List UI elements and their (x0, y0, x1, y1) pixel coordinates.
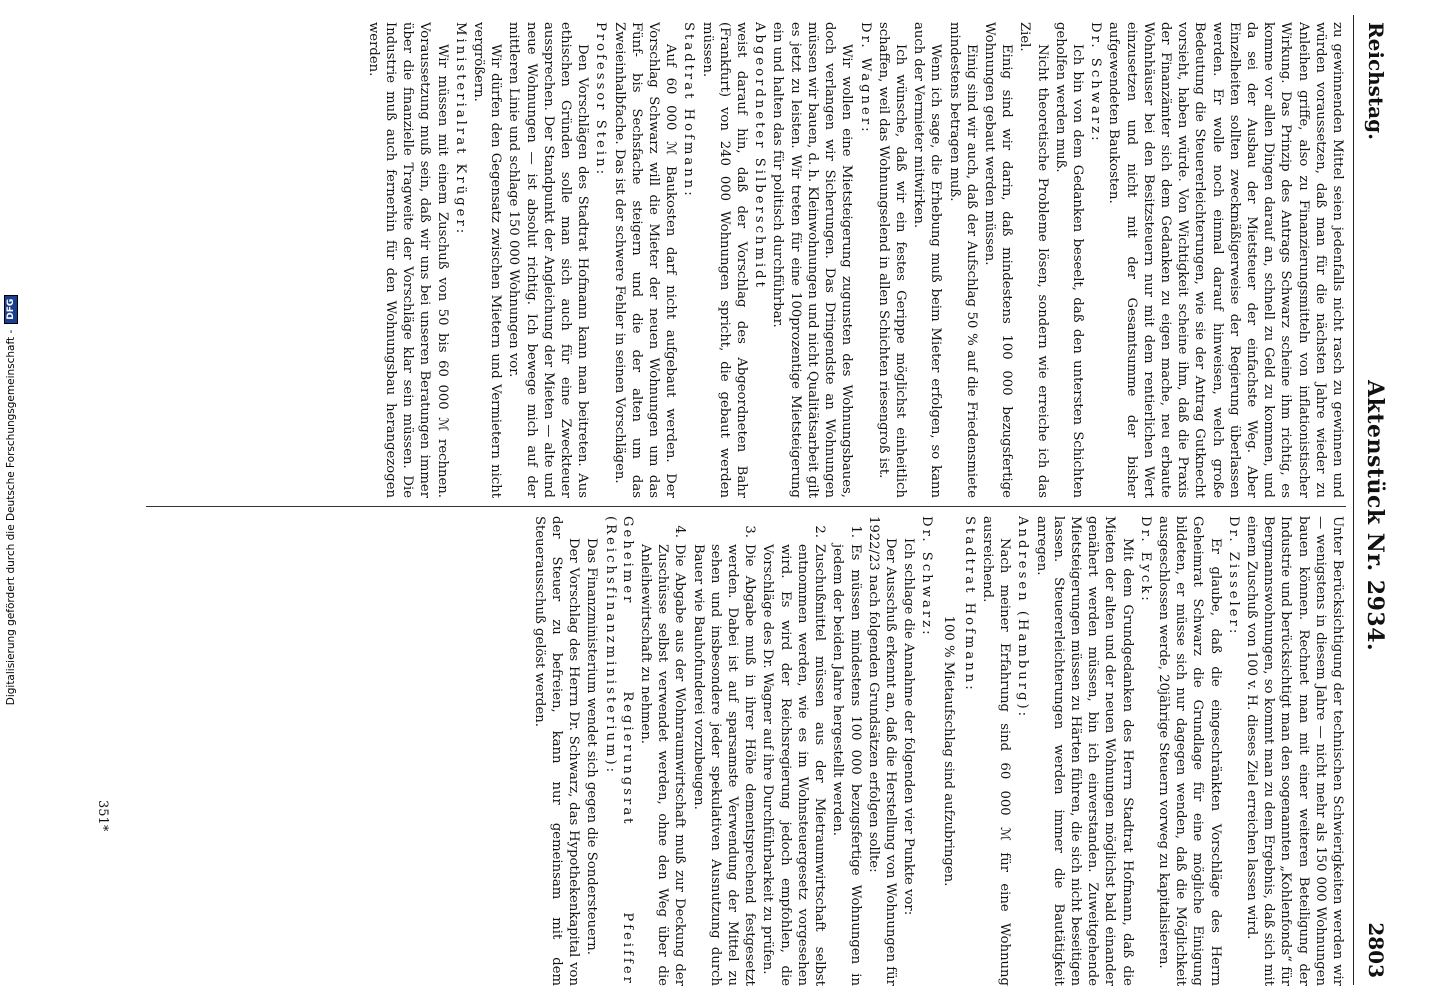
paragraph: Unter Berücksichtigung der technischen Schwierigkeiten werden wir — wenigstens in diesem Jahre — nicht mehr als 150 000 Wohnungen bauen können. Rechnet man mit einer weiteren Beteiligung der Industrie und berücksichtigt man den sogenannten „Kohlenfonds“ für Bergmannswohnungen, so kommt man zu dem Ergebnis, daß sich mit einem Zuschuß von 100 v. H. dieses Ziel erreichen lassen wird. (1243, 516, 1345, 986)
paragraph: Wir wollen eine Mietsteigerung zugunsten des Wohnungsbaues, doch verlangen wir Sicherungen. Das Dringendste an Wohnungen müssen wir bauen, d. h. Kleinwohnungen und nicht Qualitätsarbeit gilt es jetzt zu leisten. Wir treten für eine 100prozentige Mietsteigerung ein und halten das für politisch durchführbar. (770, 22, 855, 498)
speaker-name: Stadtrat Hofmann: (681, 22, 697, 199)
list-number: 1. (847, 525, 863, 538)
speaker-name: Ministerialrat Krüger: (452, 22, 468, 237)
list-number: 4. (672, 525, 688, 538)
speaker-name: Geheimer Regierungsrat Pfeiffer (Reichsfinanzministerium): (602, 516, 635, 986)
column-divider (146, 506, 1346, 507)
list-text: Die Abgabe muß in ihrer Höhe dementsprechend festgesetzt werden. Dabei ist auf sparsamste Verwendung der Mittel zu sehen und insbesondere jeder spekulativen Ausnutzung durch Bauer wie Bauhofunderei vorzubeugen. (690, 544, 758, 986)
paragraph: Einig sind wir auch, daß der Aufschlag 50 % auf die Friedensmiete mindestens betragen muß. (946, 22, 979, 498)
numbered-list (637, 516, 864, 986)
list-text: Zuschußmittel müssen aus der Mietraumwirtschaft selbst entnommen werden, wie es im Wohnsteuergesetz vorgesehen wird. Es wird der Reichsregierung jedoch empfohlen, die Vorschläge des Dr. Wagner auf ihre Durchführbarkeit zu prüfen. (760, 544, 828, 986)
paragraph: Wir müssen mit einem Zuschuß von 50 bis 60 000 ℳ rechnen. Voraussetzung muß sein, daß wir uns bei unseren Beratungen immer über die finanzielle Tragweite der Vorschläge klar sein müssen. Die Industrie muß auch fernerhin für den Wohnungsbau herangezogen werden. (365, 22, 450, 498)
left-column (96, 22, 1346, 498)
list-item (637, 516, 689, 986)
speaker-name: Dr. Eyck: (1137, 516, 1153, 604)
header-left-title: Reichstag. (1364, 22, 1388, 141)
list-item (689, 516, 758, 986)
speaker-name: Dr. Schwarz: (1088, 22, 1104, 144)
paragraph: Mit dem Grundgedanken des Herrn Stadtrat Hofmann, daß die Mieten der alten und der neuen Wohnungen möglichst bald einander genähert werden müssen, bin ich einverstanden. Zuweitgehende Mietsteigerungen müssen zu Härten führen, die sich nicht beseitigen lassen. Steuererleichterungen werden immer die Bautätigkeit anregen. (1033, 516, 1135, 986)
paragraph: Er glaube, daß die eingeschränkten Vorschläge des Herrn Geheimrat Schwarz die Grundlage für eine mögliche Einigung bildeten, er müsse sich nur dagegen wenden, daß die Möglichkeit ausgeschlossen werde, 20jährige Steuern vorweg zu kapitalisieren. (1155, 516, 1223, 986)
paragraph: Nach meiner Erfahrung sind 60 000 ℳ für eine Wohnung ausreichend. (979, 516, 1013, 986)
list-text: Die Abgabe aus der Wohnraumwirtschaft muß zur Deckung der Zuschüsse selbst verwendet werden, ohne den Weg über die Anleihewirtschaft zu nehmen. (638, 544, 688, 986)
paragraph: zu gewinnenden Mittel seien jedenfalls nicht rasch zu gewinnen und würden voraussetzen, daß man für die nächsten Jahre wieder zu Anleihen griffe, also zu Finanzierungsmitteln von inflationistischer Wirkung. Das Prinzip des Antrags Schwarz scheine ihm richtig, es komme vor allen Dingen darauf an, schnell zu Geld zu kommen, und da sei der Ausbau der Mietsteuer der einfachste Weg. Aber Einzelheiten sollten zweckmäßigerweise der Regierung überlassen werden. Er wolle noch einmal darauf hinweisen, welch große Bedeutung die Steuererleichterungen, wie sie der Antrag Gutknecht vorsieht, haben würde. Von Wichtigkeit scheine ihm, daß die Praxis der Finanzämter sich dem Gedanken zu eigen mache, neu erbaute Wohnhäuser bei den Besitzsteuern nur mit dem rentierlichen Wert einzusetzen und nicht mit der Gesamtsumme der bisher aufgewendeten Baukosten. (1106, 22, 1345, 498)
speaker-name: Dr. Schwarz: (919, 516, 935, 638)
paragraph: Der Vorschlag des Herrn Dr. Schwarz, das Hypothekenkapital von der Steuer zu befreien, kann nur gemeinsam mit dem Steuerausschuß gelöst werden. (531, 516, 582, 986)
paragraph: Auf 60 000 ℳ Baukosten darf nicht aufgebaut werden. Der Vorschlag Schwarz will die Mieter der neuen Wohnungen um das Fünf- bis Sechsfache steigern und die der alten um das Zweieinhalbfache. Das ist der schwere Fehler in seinen Vorschlägen. (611, 22, 679, 498)
list-item (829, 516, 863, 986)
page-header (1360, 0, 1400, 1000)
speaker-name: Andresen (Hamburg): (1015, 516, 1031, 720)
list-number: 2. (812, 525, 828, 538)
paragraph: Ich bin von dem Gedanken beseelt, daß den untersten Schichten geholfen werden muß. (1052, 22, 1085, 498)
header-document-number: Aktenstück Nr. 2934. (1362, 380, 1388, 652)
paragraph: weist darauf hin, daß der Vorschlag des Abgeordneten Bahr (Frankfurt) von 240 000 Wohnungen spricht, die gebaut werden müssen. (699, 22, 750, 498)
page-number: 2803 (1364, 922, 1388, 978)
side-credit-strip (0, 0, 22, 1000)
speaker-name: Abgeordneter Silberschmidt (752, 22, 768, 290)
speaker-name: Stadtrat Hofmann: (961, 516, 977, 693)
list-number: 3. (742, 525, 758, 538)
digitization-credit (0, 0, 22, 1000)
credit-text: Digitalisierung gefördert durch die Deutsche Forschungsgemeinschaft - (5, 329, 17, 706)
paragraph: Ich wünsche, daß wir ein festes Gerippe möglichst einheitlich schaffen, weil das Wohnungselend in allen Schichten riesengroß ist. (875, 22, 908, 498)
paragraph: Wir dürfen den Gegensatz zwischen Mietern und Vermietern nicht vergrößern. (471, 22, 504, 498)
speaker-name: Dr. Wagner: (857, 22, 873, 135)
list-item (759, 516, 828, 986)
header-divider (1353, 15, 1354, 985)
paragraph: Der Ausschuß erkennt an, daß die Herstellung von Wohnungen für 1922/23 nach folgenden Grundsätzen erfolgen sollte: (865, 516, 898, 986)
document-page (80, 0, 1400, 1000)
paragraph: Wenn ich sage, die Erhebung muß beim Mieter erfolgen, so kann auch der Vermieter mitwirken. (911, 22, 944, 498)
speaker-name: Dr. Zisseler: (1225, 516, 1241, 637)
paragraph: Einig sind wir darin, daß mindestens 100 000 bezugsfertige Wohnungen gebaut werden müssen. (981, 22, 1015, 498)
paragraph: Den Vorschlägen des Stadtrat Hofmann kann man beitreten. Aus ethischen Gründen solle man sich auch für eine Zweckteuer aussprechen. Der Standpunkt der Angleichung der Mieten — alte und neue Wohnungen — ist absolut richtig. Ich bewege mich auf der mittleren Linie und schlage 150 000 Wohnungen vor. (506, 22, 591, 498)
paragraph: Ich schlage die Annahme der folgenden vier Punkte vor: (901, 538, 917, 916)
right-column (96, 516, 1346, 986)
dfg-logo-icon: DFG (4, 295, 18, 324)
paragraph: Nicht theoretische Probleme lösen, sondern wie erreiche ich das Ziel. (1017, 22, 1050, 498)
paragraph: Das Finanzministerium wendet sich gegen die Sondersteuern. (584, 538, 600, 955)
signature-mark: 351* (95, 800, 110, 832)
paragraph: 100 % Mietaufschlag sind aufzubringen. (940, 615, 956, 887)
list-text: Es müssen mindestens 100 000 bezugsfertige Wohnungen in jedem der beiden Jahre hergestellt werden. (830, 544, 863, 986)
speaker-name: Professor Stein: (593, 22, 609, 178)
